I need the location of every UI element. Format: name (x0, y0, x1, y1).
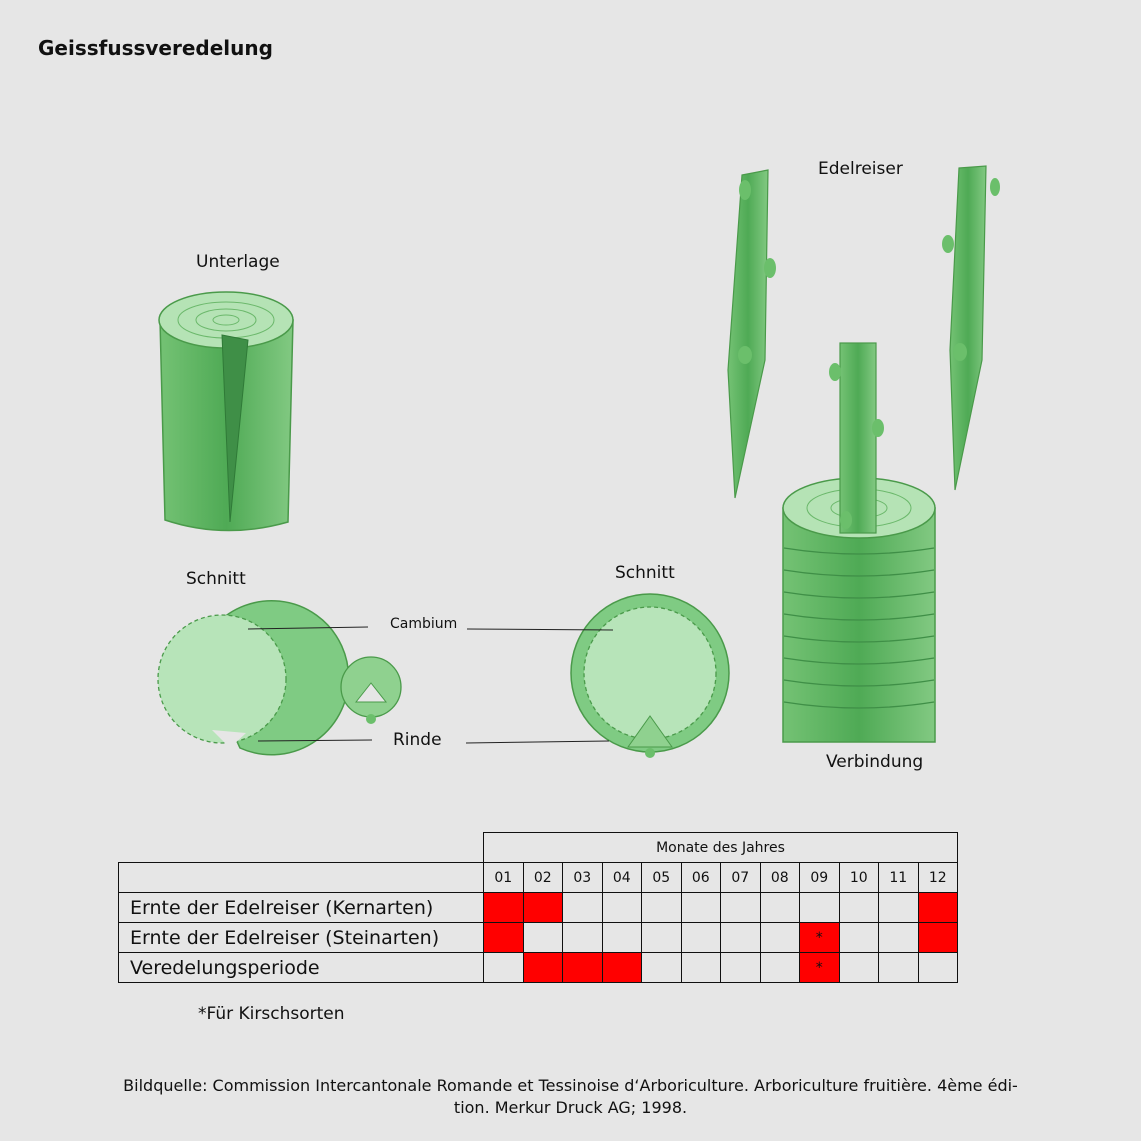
row-label: Veredelungsperiode (119, 953, 484, 983)
month-cell-01 (484, 953, 524, 983)
cross-section-right (571, 594, 729, 758)
month-cell-05 (642, 953, 682, 983)
month-cell-08 (760, 923, 800, 953)
month-header-10: 10 (839, 863, 879, 893)
month-cell-12 (918, 923, 958, 953)
month-cell-06 (681, 893, 721, 923)
month-cell-11 (879, 923, 919, 953)
month-cell-09: * (800, 923, 840, 953)
table-corner (119, 833, 484, 863)
month-cell-02 (523, 923, 563, 953)
month-cell-08 (760, 893, 800, 923)
label-verbindung: Verbindung (826, 752, 924, 772)
source-line-2: tion. Merkur Druck AG; 1998. (453, 1098, 688, 1117)
footnote: *Für Kirschsorten (198, 1004, 345, 1024)
table-row (119, 923, 958, 953)
month-header-09: 09 (800, 863, 840, 893)
month-cell-06 (681, 923, 721, 953)
month-cell-06 (681, 953, 721, 983)
scion-right (942, 166, 1000, 490)
label-cambium: Cambium (390, 616, 458, 632)
month-cell-10 (839, 893, 879, 923)
month-cell-11 (879, 893, 919, 923)
month-header-11: 11 (879, 863, 919, 893)
month-header-02: 02 (523, 863, 563, 893)
month-header-06: 06 (681, 863, 721, 893)
month-cell-04 (602, 953, 642, 983)
table-header-months: Monate des Jahres (484, 833, 958, 863)
month-header-07: 07 (721, 863, 761, 893)
source-line-1: Bildquelle: Commission Intercantonale Romande et Tessinoise d‘Arboriculture. Arboriculture fruitière. 4ème édi- (123, 1076, 1018, 1095)
label-schnitt-right: Schnitt (615, 563, 675, 583)
month-cell-07 (721, 893, 761, 923)
month-cell-03 (563, 953, 603, 983)
month-cell-11 (879, 953, 919, 983)
month-cell-09: * (800, 953, 840, 983)
label-unterlage: Unterlage (196, 252, 280, 272)
month-header-03: 03 (563, 863, 603, 893)
month-cell-10 (839, 953, 879, 983)
source-citation (0, 1075, 1141, 1119)
cross-section-left (158, 601, 349, 755)
month-cell-03 (563, 893, 603, 923)
month-header-12: 12 (918, 863, 958, 893)
month-cell-12 (918, 953, 958, 983)
row-label: Ernte der Edelreiser (Steinarten) (119, 923, 484, 953)
month-cell-05 (642, 893, 682, 923)
month-header-01: 01 (484, 863, 524, 893)
label-schnitt-left: Schnitt (186, 569, 246, 589)
month-cell-07 (721, 953, 761, 983)
month-header-08: 08 (760, 863, 800, 893)
table-month-label-spacer (119, 863, 484, 893)
month-cell-08 (760, 953, 800, 983)
month-cell-03 (563, 923, 603, 953)
label-rinde: Rinde (393, 730, 442, 750)
page-title: Geissfussveredelung (38, 36, 273, 60)
month-cell-07 (721, 923, 761, 953)
month-cell-02 (523, 893, 563, 923)
row-label: Ernte der Edelreiser (Kernarten) (119, 893, 484, 923)
graft-union-drawing (783, 343, 935, 742)
month-cell-09 (800, 893, 840, 923)
table-row (119, 893, 958, 923)
table-row (119, 953, 958, 983)
month-cell-01 (484, 923, 524, 953)
month-header-05: 05 (642, 863, 682, 893)
month-header-04: 04 (602, 863, 642, 893)
scion-left (728, 170, 776, 498)
month-cell-10 (839, 923, 879, 953)
month-cell-12 (918, 893, 958, 923)
month-cell-04 (602, 923, 642, 953)
label-edelreiser: Edelreiser (818, 159, 903, 179)
month-cell-05 (642, 923, 682, 953)
month-cell-01 (484, 893, 524, 923)
rootstock-drawing (159, 292, 293, 531)
scion-section (341, 657, 401, 724)
month-cell-02 (523, 953, 563, 983)
grafting-calendar-table (118, 832, 958, 983)
month-cell-04 (602, 893, 642, 923)
